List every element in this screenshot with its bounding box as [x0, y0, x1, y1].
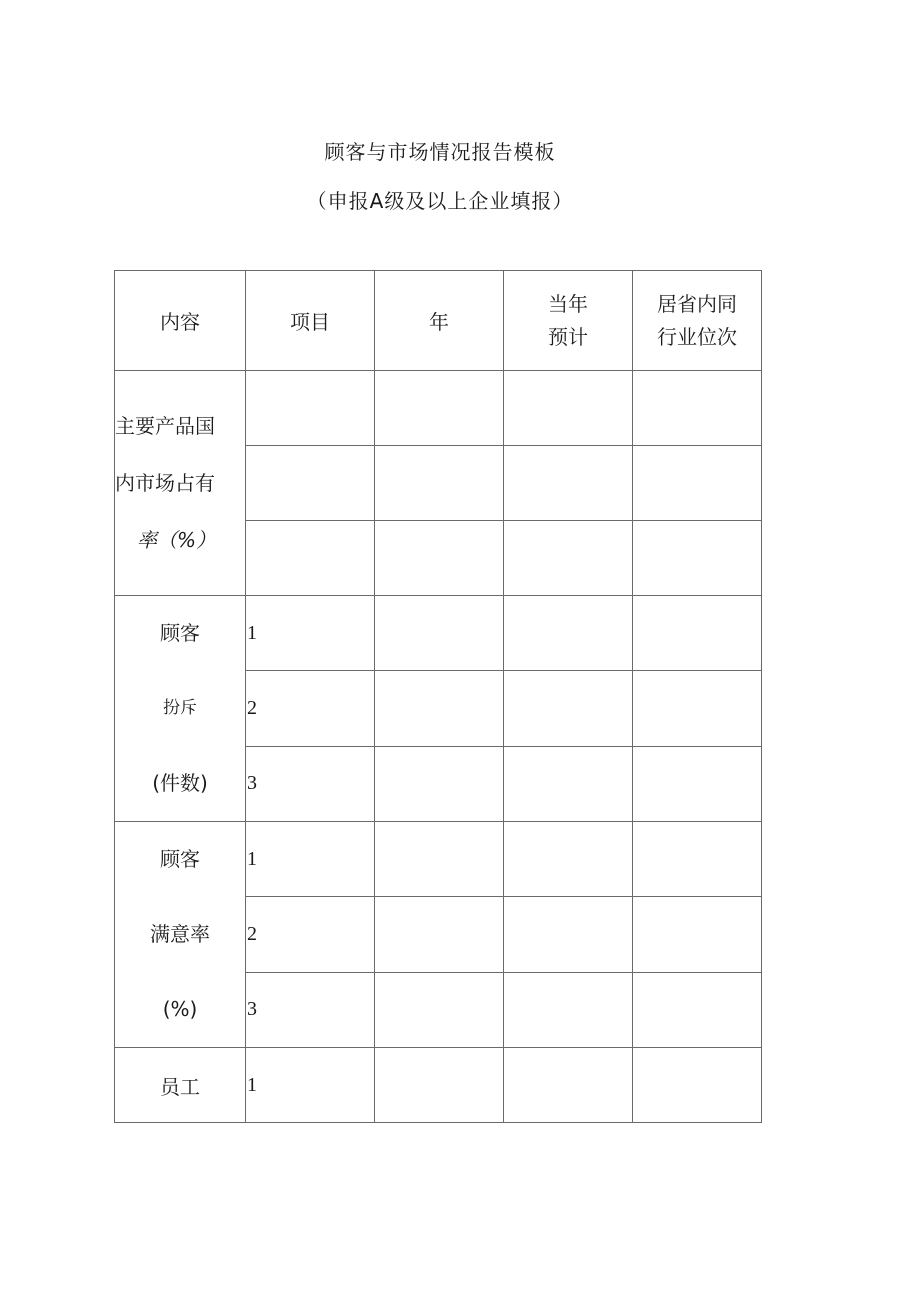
table-cell[interactable] — [633, 371, 762, 446]
group-label-satisfaction: 顾客 满意率 (%) — [115, 822, 246, 1048]
table-cell[interactable] — [633, 596, 762, 671]
item-number: 2 — [246, 897, 375, 972]
group-label-market-share: 主要产品国 内市场占有 率（%） — [115, 371, 246, 596]
item-number: 2 — [246, 671, 375, 746]
table-cell[interactable] — [375, 897, 504, 972]
table-cell[interactable] — [375, 822, 504, 897]
report-table — [114, 270, 762, 1123]
table-cell[interactable] — [504, 822, 633, 897]
document-subtitle: （申报A级及以上企业填报） — [306, 189, 574, 213]
table-cell[interactable] — [633, 446, 762, 521]
group-label-staff: 员工 — [115, 1048, 246, 1123]
table-cell[interactable] — [633, 521, 762, 596]
group-label-complaints: 顾客 扮斥 (件数) — [115, 596, 246, 822]
item-number: 3 — [246, 972, 375, 1047]
header-item: 项目 — [246, 271, 375, 371]
table-cell[interactable] — [504, 746, 633, 821]
item-number: 1 — [246, 822, 375, 897]
table-cell[interactable] — [246, 371, 375, 446]
table-cell[interactable] — [246, 446, 375, 521]
table-row — [115, 822, 762, 897]
header-content: 内容 — [115, 271, 246, 371]
document-title: 顾客与市场情况报告模板 — [324, 140, 556, 164]
table-cell[interactable] — [504, 521, 633, 596]
header-row — [115, 271, 762, 371]
table-cell[interactable] — [375, 746, 504, 821]
table-cell[interactable] — [633, 746, 762, 821]
table-cell[interactable] — [504, 671, 633, 746]
table-row — [115, 1048, 762, 1123]
table-cell[interactable] — [375, 446, 504, 521]
table-row — [115, 596, 762, 671]
header-year: 年 — [375, 271, 504, 371]
table-cell[interactable] — [375, 1048, 504, 1123]
table-cell[interactable] — [504, 371, 633, 446]
header-current-year-estimate: 当年 预计 — [504, 271, 633, 371]
table-cell[interactable] — [504, 446, 633, 521]
item-number: 1 — [246, 1048, 375, 1123]
item-number: 1 — [246, 596, 375, 671]
table-row — [115, 371, 762, 446]
table-cell[interactable] — [504, 1048, 633, 1123]
table-cell[interactable] — [504, 897, 633, 972]
table-cell[interactable] — [375, 521, 504, 596]
table-cell[interactable] — [633, 671, 762, 746]
table-cell[interactable] — [375, 596, 504, 671]
header-provincial-rank: 居省内同 行业位次 — [633, 271, 762, 371]
table-cell[interactable] — [633, 822, 762, 897]
table-cell[interactable] — [504, 596, 633, 671]
table-cell[interactable] — [504, 972, 633, 1047]
item-number: 3 — [246, 746, 375, 821]
table-cell[interactable] — [633, 897, 762, 972]
table-cell[interactable] — [633, 972, 762, 1047]
table-cell[interactable] — [375, 972, 504, 1047]
table-cell[interactable] — [375, 671, 504, 746]
table-cell[interactable] — [375, 371, 504, 446]
table-cell[interactable] — [633, 1048, 762, 1123]
table-cell[interactable] — [246, 521, 375, 596]
